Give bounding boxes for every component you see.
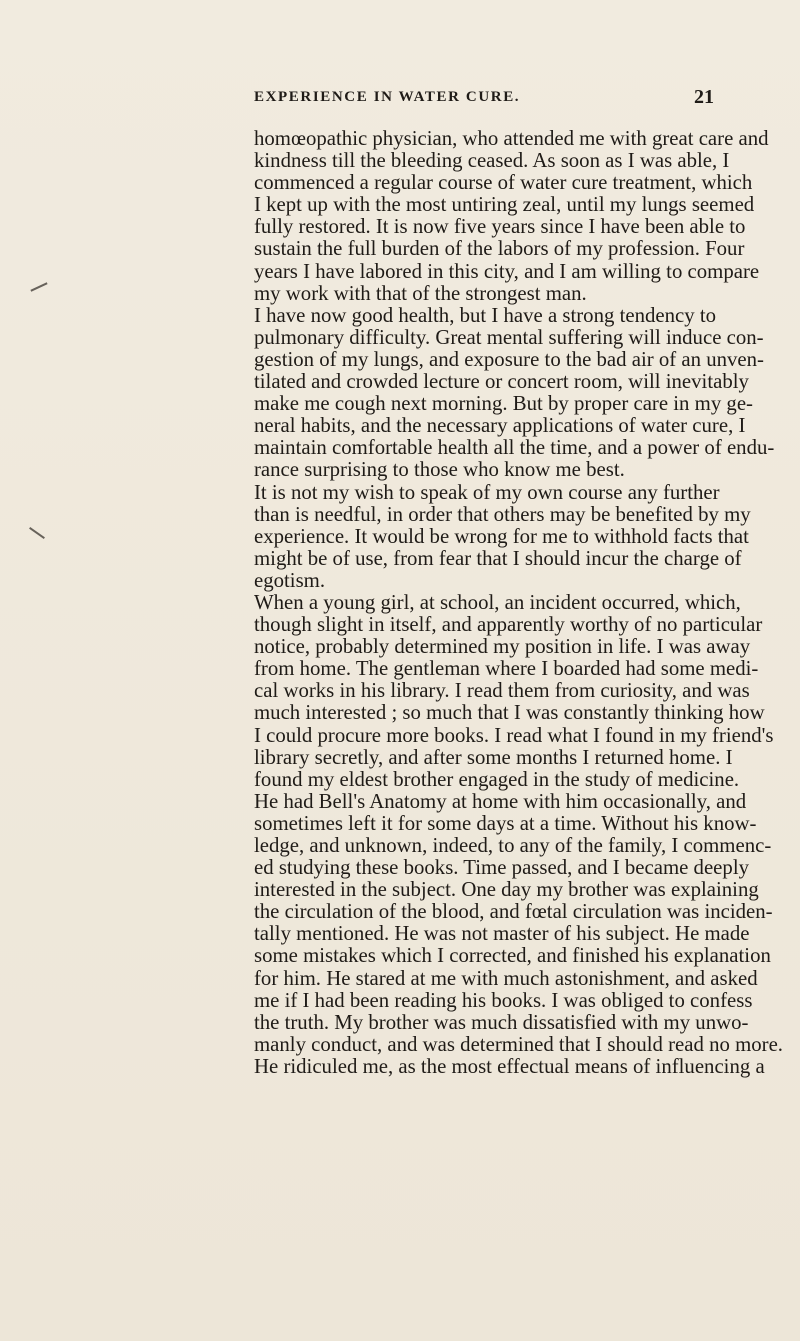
text-line: egotism. xyxy=(254,568,326,592)
text-line: than is needful, in order that others may be benefited by my xyxy=(254,502,751,526)
text-line: make me cough next morning. But by proper care in my ge- xyxy=(254,392,753,416)
text-line: the circulation of the blood, and fœtal circulation was inciden- xyxy=(254,900,773,924)
text-line: I kept up with the most untiring zeal, until my lungs seemed xyxy=(254,193,755,217)
text-line: library secretly, and after some months I returned home. I xyxy=(254,745,733,769)
text-line: cal works in his library. I read them from curiosity, and was xyxy=(254,679,750,703)
text-line: found my eldest brother engaged in the study of medicine. xyxy=(254,767,740,791)
text-line: sustain the full burden of the labors of my profession. Four xyxy=(254,237,745,261)
running-title: EXPERIENCE IN WATER CURE. xyxy=(254,89,521,105)
text-line: neral habits, and the necessary applications of water cure, I xyxy=(254,414,746,438)
text-line: maintain comfortable health all the time, and a power of endu- xyxy=(254,436,775,460)
text-line: He had Bell's Anatomy at home with him occasionally, and xyxy=(254,789,747,813)
text-line: might be of use, from fear that I should incur the charge of xyxy=(254,546,742,570)
text-line: much interested ; so much that I was constantly thinking how xyxy=(254,701,765,725)
text-line: experience. It would be wrong for me to withhold facts that xyxy=(254,524,749,548)
text-line: rance surprising to those who know me best. xyxy=(254,458,625,482)
text-line: gestion of my lungs, and exposure to the bad air of an unven- xyxy=(254,347,764,371)
text-line: me if I had been reading his books. I was obliged to confess xyxy=(254,988,753,1012)
text-line: though slight in itself, and apparently worthy of no particular xyxy=(254,613,763,637)
text-line: kindness till the bleeding ceased. As soon as I was able, I xyxy=(254,149,730,173)
text-line: ledge, and unknown, indeed, to any of the family, I commenc- xyxy=(254,834,772,857)
margin-mark xyxy=(30,282,47,291)
text-line: I could procure more books. I read what I found in my friend's xyxy=(254,723,774,747)
text-line: some mistakes which I corrected, and finished his explanation xyxy=(254,944,771,968)
text-line: It is not my wish to speak of my own course any further xyxy=(254,480,720,504)
text-line: notice, probably determined my position in life. I was away xyxy=(254,635,751,659)
text-line: tally mentioned. He was not master of his subject. He made xyxy=(254,922,750,946)
text-line: the truth. My brother was much dissatisfied with my unwo- xyxy=(254,1010,749,1034)
text-line: fully restored. It is now five years since I have been able to xyxy=(254,215,746,239)
text-line: tilated and crowded lecture or concert room, will inevitably xyxy=(254,370,749,394)
text-line: years I have labored in this city, and I am willing to compare xyxy=(254,259,760,283)
margin-mark xyxy=(29,527,45,539)
text-line: my work with that of the strongest man. xyxy=(254,281,587,305)
text-line: commenced a regular course of water cure treatment, which xyxy=(254,171,753,195)
text-line: from home. The gentleman where I boarded had some medi- xyxy=(254,657,759,681)
text-line: He ridiculed me, as the most effectual means of influencing a xyxy=(254,1054,765,1078)
running-head xyxy=(254,86,714,113)
text-line: pulmonary difficulty. Great mental suffering will induce con- xyxy=(254,325,764,349)
text-line: homœopathic physician, who attended me with great care and xyxy=(254,127,769,150)
page-number: 21 xyxy=(694,86,714,108)
text-line: manly conduct, and was determined that I should read no more. xyxy=(254,1032,784,1056)
text-line: ed studying these books. Time passed, and I became deeply xyxy=(254,856,749,880)
text-line: sometimes left it for some days at a time. Without his know- xyxy=(254,811,757,835)
text-line: for him. He stared at me with much astonishment, and asked xyxy=(254,966,758,990)
text-line: interested in the subject. One day my brother was explaining xyxy=(254,878,759,902)
text-line: When a young girl, at school, an incident occurred, which, xyxy=(254,590,741,614)
text-line: I have now good health, but I have a strong tendency to xyxy=(254,303,717,327)
body-text xyxy=(254,127,784,1078)
